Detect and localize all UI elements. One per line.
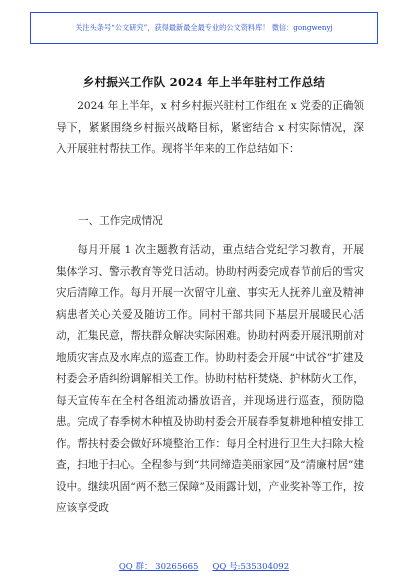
intro-paragraph: 2024 年上半年，x 村乡村振兴驻村工作组在 x 党委的正确领导下，紧紧围绕乡村振兴战略目标，紧密结合 x 村实际情况，深入开展驻村帮扶工作。现将半年来的工作总结如下：: [56, 100, 364, 155]
promo-banner: 关注头条号“公文研究”，获得最新最全最专业的公文资料库！ 微信：gongwenyj: [30, 12, 378, 44]
qq-group-link[interactable]: QQ 群： 30265665: [118, 562, 199, 572]
qq-number-link[interactable]: QQ 号:535304092: [212, 562, 290, 572]
contact-footer: [0, 560, 408, 572]
section-body-paragraph: 每月开展 1 次主题教育活动，重点结合党纪学习教育，开展集体学习、警示教育等党日活动。协助村两委完成春节前后的雪灾灾后清障工作。每月开展一次留守儿童、事实无人抚养儿童及精神病患者关心关爱及随访工作。同村干部共同下基层开展暖民心活动，汇集民意，帮扶群众解决实际困难。协助村两委开展汛期前对地质灾害点及水库点的巡查工作。协助村委会开展“中试谷”扩建及村委会矛盾纠纷调解相关工作。协助村枯杆焚烧、护林防火工作，每天宣传车在全村各组流动播放语音，并现场进行巡查，预防隐患。完成了春季树木种植及协助村委会开展春季复耕地种植安排工作。帮扶村委会做好环境整治工作：每月全村进行卫生大扫除大检查，扫地于扫心。全程参与到“共同缔造美丽家园”及“清廉村居”建设中。继续巩固“两不愁三保障”及雨露计划，产业奖补等工作，按应该享受政: [56, 244, 364, 514]
section-heading: 一、工作完成情况: [78, 215, 163, 227]
document-title: 乡村振兴工作队 2024 年上半年驻村工作总结: [82, 75, 326, 89]
